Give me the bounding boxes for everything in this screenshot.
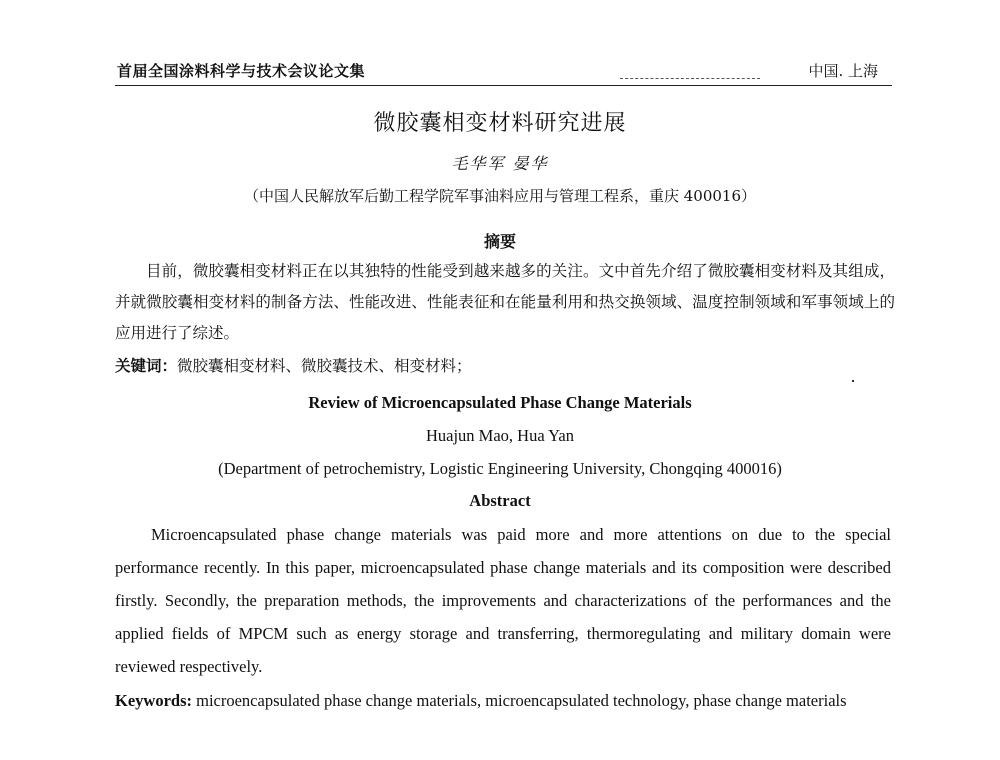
english-abstract-body: Microencapsulated phase change materials was paid more and more attentions on due to the special performance recently. In this paper, microencapsulated phase change materials and its composition were described firstly. Secondly, the preparation methods, the improvements and characterizations of the performances and the applied fields of MPCM such as energy storage and transferring, thermoregulating and military domain were reviewed respectively.: [115, 525, 891, 676]
chinese-abstract-heading: 摘要: [483, 232, 516, 251]
conference-location: 中国. 上海: [808, 62, 878, 80]
scan-speck: [852, 380, 854, 382]
chinese-authors: 毛华军 晏华: [451, 154, 549, 173]
chinese-abstract-body: 目前，微胶囊相变材料正在以其独特的性能受到越来越多的关注。文中首先介绍了微胶囊相变材料及其组成，并就微胶囊相变材料的制备方法、性能改进、性能表征和在能量利用和热交换领域、温度控制领域和军事领域上的应用进行了综述。: [115, 262, 895, 342]
running-header: [115, 60, 892, 86]
english-abstract-heading: Abstract: [469, 491, 531, 510]
english-keywords-label: Keywords:: [115, 691, 192, 710]
proceedings-title: 首届全国涂料科学与技术会议论文集: [117, 62, 366, 80]
chinese-keywords-label: 关键词：: [115, 356, 178, 375]
english-affiliation: (Department of petrochemistry, Logistic Engineering University, Chongqing 400016): [218, 459, 782, 478]
english-authors: Huajun Mao, Hua Yan: [425, 426, 575, 445]
english-keywords: [115, 684, 891, 717]
header-dashed-rule: [620, 78, 760, 79]
chinese-affiliation: （中国人民解放军后勤工程学院军事油料应用与管理工程系，重庆 400016）: [243, 187, 757, 205]
english-keywords-text: microencapsulated phase change materials, microencapsulated technology, phase change materials: [196, 691, 847, 710]
chinese-title: 微胶囊相变材料研究进展: [373, 111, 627, 136]
header-rule: [115, 85, 892, 86]
chinese-keywords-text: 微胶囊相变材料、微胶囊技术、相变材料；: [177, 357, 472, 375]
english-title: Review of Microencapsulated Phase Change Materials: [308, 393, 692, 412]
chinese-keywords: [115, 352, 895, 380]
